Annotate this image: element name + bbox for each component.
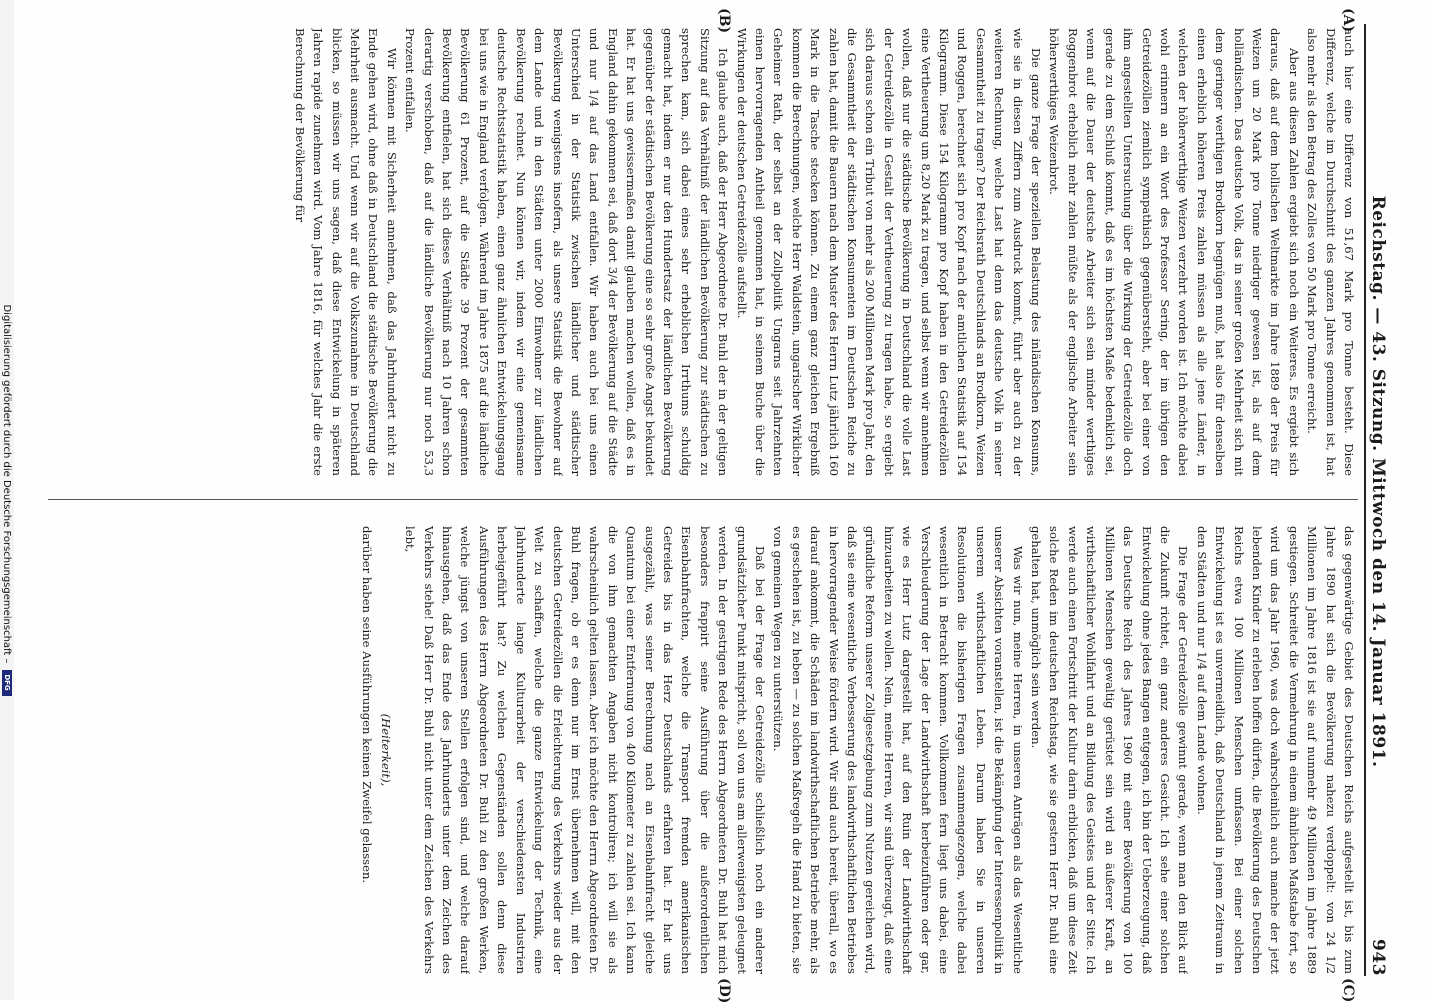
digitization-footer — [0, 0, 14, 1000]
left-paragraph-5: Wir können mit Sicherheit annehmen, daß das Jahrhundert nicht zu Ende gehen wird, ohne daß in Deutschland die städtische Bevölkerung die Mehrheit ausmacht. Und wenn wir auf die Volkszunahme in Deutschland blicken, so müssen wir uns sagen, daß diese Entwickelung in späteren Jahren rapide zunehmen wird. Vom Jahre 1816, für welches Jahr die erste Berechnung der Bevölkerung für — [292, 28, 399, 476]
margin-marker-c: (C) — [1340, 978, 1356, 1003]
closing-line: darüber haben seine Ausführungen keinen Zweifel gelassen. — [360, 526, 375, 884]
right-paragraph-2: Die Frage der Getreidezölle gewinnt gerade, wenn man den Blick auf die Zukunft richtet, ein ganz anderes Gesicht. Ich sehe einer solchen Entwickelung ohne jedes Bangen entgegen, ich bin der Ueberzeugung, daß das Deutsche Reich des Jahres 1960 mit einer Bevölkerung von 100 Millionen Menschen gewaltig gerüstet sein wird an äußerer Kraft, an wirthschaftlicher Wohlfahrt und an Bildung des Geistes und der Sitte. Ich werde auch einen Fortschritt der Kultur darin erblicken, daß um diese Zeit solche Reden im deutschen Reichstag, wie sie gestern Herr Dr. Buhl eine gehalten hat, unmöglich sein werden. — [1029, 526, 1191, 974]
right-paragraph-1: das gegenwärtige Gebiet des Deutschen Reichs aufgestellt ist, bis zum Jahre 1890 hat sich die Bevölkerung nahezu verdoppelt: von 24 1/2 Millionen im Jahre 1816 ist sie auf nunmehr 49 Millionen im Jahre 1889 gestiegen. Schreitet die Vermehrung in einem ähnlichen Maßstabe fort, so wird um das Jahr 1960, was doch wahrscheinlich auch manche der jetzt lebenden Kinder zu erleben hoffen dürfen, die Bevölkerung des Deutschen Reichs etwa 100 Millionen Menschen umfassen. Bei einer solchen Entwickelung ist es unvermeidlich, daß Deutschland in jenem Zeitraum in den Städten und nur 1/4 auf dem Lande wohnen. — [1194, 526, 1356, 974]
dfg-logo-icon: DFG — [2, 670, 12, 696]
margin-marker-d: (D) — [716, 978, 732, 1003]
left-paragraph-4: Ich glaube auch, daß der Herr Abgeordnete Dr. Buhl der in der geltigen Sitzung auf das Verhältniß der ländlichen Bevölkerung zur städtischen zu sprechen kam, sich dabei eines sehr erheblichen Irrthums schuldig gemacht hat, indem er nur den Hundertsatz der ländlichen Bevölkerung gegenüber der städtischen Bevölkerung eine so sehr große Angst bekundet hat. Er hat uns gewissermaßen damit glauben machen wollen, daß es in England dahin gekommen sei, daß dort 3/4 der Bevölkerung auf die Städte und nur 1/4 auf das Land entfallen. Wir haben auch bei uns einen Unterschied in der Statistik zwischen ländlicher und städtischer Bevölkerung wenigstens insofern, als unsere Statistik die Bewohner auf dem Lande und in den Städten unter 2000 Einwohner zur ländlichen Bevölkerung rechnet. Nun können wir, indem wir eine gemeinsame deutsche Rechtsstatistik haben, einen ganz ähnlichen Entwickelungsgang bei uns wie in England verfolgen. Während im Jahre 1875 auf die ländliche Bevölkerung 61 Prozent, auf die Städte 39 Prozent der gesammten Bevölkerung entfielen, hat sich dieses Verhältniß nach 10 Jahren schon derartig verschoben, daß auf die ländliche Bevölkerung nur noch 53,3 Prozent entfallen. — [403, 28, 731, 476]
left-paragraph-2: Aber aus diesen Zahlen ergiebt sich noch ein Weiteres. Es ergiebt sich daraus, daß auf dem hollischen Weltmarkte im Jahre 1889 der Preis für Weizen um 20 Mark pro Tonne niedriger gewesen ist, als auf dem holländischen. Das deutsche Volk, das in seiner großen Mehrheit sich mit dem geringer werthigen Brodkorn begnügen muß, hat also für denselben einen erheblich höheren Preis zahlen müssen als alle jene Länder, in welchen der höherwerthige Weizen verzehrt worden ist. Ich möchte dabei wohl erinnern an ein Wort des Professor Sering, der im übrigen den Getreidezöllen ziemlich sympathisch gegenübersteht, aber bei einer von ihm angestellten Untersuchung über die Wirkung der Getreidezölle doch gerade zu dem Schluß kommt, daß es im höchsten Maße bedenklich sei, wenn auf die Dauer der deutsche Arbeiter sich sein minder werthiges Roggenbrot erheblich mehr zahlen müßte als der englische Arbeiter sein höherwerthiges Weizenbrot. — [1047, 28, 1301, 476]
header-rule — [1364, 24, 1366, 976]
stage-direction: (Heiterkeit), — [378, 713, 393, 787]
column-divider — [48, 499, 1358, 500]
left-paragraph-3: Die ganze Frage der speziellen Belastung des inländischen Konsums, wie sie in diesen Ziffern zum Ausdruck kommt, führt aber auch zu der weiteren Rechnung, welche Last hat denn das deutsche Volk in seiner Gesammtheit zu tragen? Der Reichsrath Deutschlands an Brodkorn, Weizen und Roggen, berechnet sich pro Kopf nach der amtlichen Statistik auf 154 Kilogramm. Diese 154 Kilogramm pro Kopf haben in den Getreidezöllen eine Vertheuerung um 8,20 Mark zu tragen, und selbst wenn wir annehmen wollen, daß nur die städtische Bevölkerung in Deutschland die volle Last der Getreidezölle in Gestalt der Vertheuerung zu tragen habe, so ergiebt sich daraus schon ein Tribut von mehr als 200 Millionen Mark pro Jahr, den die Gesammtheit der städtischen Konsumenten im Deutschen Reiche zu zahlen hat, damit die Bauern nach dem Muster des Herrn Lutz jährlich 160 Mark in die Tasche stecken können. Zu einem ganz gleichen Ergebniß kommen die Berechnungen, welche Herr Waldstein, ungarischer Wirklicher Geheimer Rath, der selbst an der Zollpolitik Ungarns seit Jahrzehnten einen hervorragenden Antheil genommen hat, in seinem Buche über die Wirkungen der deutschen Getreidezölle aufstellt. — [734, 28, 1044, 476]
left-column — [38, 28, 1358, 476]
left-paragraph-1: auch hier eine Differenz von 51,67 Mark pro Tonne besteht. Diese Differenz, welche im Durchschnitt des ganzen Jahres genommen ist, hat also mehr als den Betrag des Zolles von 50 Mark pro Tonne erreicht. — [1305, 28, 1356, 476]
running-head-title: Reichstag. — 43. Sitzung. Mittwoch den 14. Januar 1891. — [1368, 195, 1388, 768]
margin-marker-b: (B) — [716, 8, 732, 34]
footer-text: Digitalisierung gefördert durch die Deutsche Forschungsgemeinschaft – — [1, 304, 13, 664]
running-head — [1368, 24, 1408, 976]
right-paragraph-4: Daß bei der Frage der Getreidezölle schließlich noch ein anderer grundsätzlicher Punkt mitspricht, soll von uns am allerwenigsten geleugnet werden. In der gestrigen Rede des Herrn Abgeordneten Dr. Buhl hat mich besonders frappirt seine Ausführung über die außerordentlichen Eisenbahnfrachten, welche die Transport fremden amerikanischen Getreides bis in das Herz Deutschlands erfahren hat. Er hat uns ausgezählt, was seiner Berechnung nach an Eisenbahnfracht gleiche Quantum bei einer Entfernung von 400 Kilometer zu zahlen sei. Ich kann die von ihm gemachten Angaben nicht kontroliren; ich will sie als wahrscheinlich gelten lassen. Aber ich möchte den Herrn Abgeordneten Dr. Buhl fragen, ob er es denn nur im Ernst übernehmen will, mit den deutschen Getreidezöllen die Erleichterung des Verkehrs wieder aus der Welt zu schaffen, welche die ganze Entwickelung der Technik, eine Jahrhunderte lange Kulturarbeit der verschiedensten Industrien herbeigeführt hat? Zu welchen Gegenständen sollen denn diese Ausführungen des Herrn Abgeordneten Dr. Buhl zu den großen Werken, welche jüngst von unseren Stellen erfolgen sind, und welche darauf hinausgehen, daß das Ende des Jahrhunderts unter dem Zeichen des Verkehrs stehe! Daß Herr Dr. Buhl nicht unter dem Zeichen des Verkehrs lebt, — [403, 526, 767, 974]
right-paragraph-3: Was wir nun, meine Herren, in unseren Anträgen als das Wesentliche unserer Absichten voranstellen, ist die Bekämpfung der Interessenpolitik in unserem wirthschaftlichen Leben. Darum haben Sie in unseren Resolutionen die bisherigen Fragen zusammengezogen, welche dabei wesentlich in Betracht kommen. Vollkommen fern liegt uns dabei, eine Verschleuderung der Lage der Landwirthschaft herbeizuführen oder gar, wie es Herr Lutz dargestellt hat, auf den Ruin der Landwirthschaft hinzuarbeiten zu wollen. Nein, meine Herren, wir sind überzeugt, daß eine gründliche Reform unserer Zollgesetzgebung zum Nutzen gereichen wird, daß sie eine wesentliche Verbesserung des landwirthschaftlichen Betriebes in hervorragender Weise fördern wird. Wir sind auch bereit, überall, wo es darauf ankommt, die Schäden im landwirthschaftlichen Betriebe mehr, als es geschehen ist, zu heben — zu solchen Maßregeln die Hand zu bieten, sie von gemeinen Wegen zu unterstützen. — [771, 526, 1025, 974]
margin-marker-a: (A) — [1340, 8, 1356, 33]
page-number: 943 — [1368, 939, 1388, 976]
right-column — [38, 526, 1358, 974]
